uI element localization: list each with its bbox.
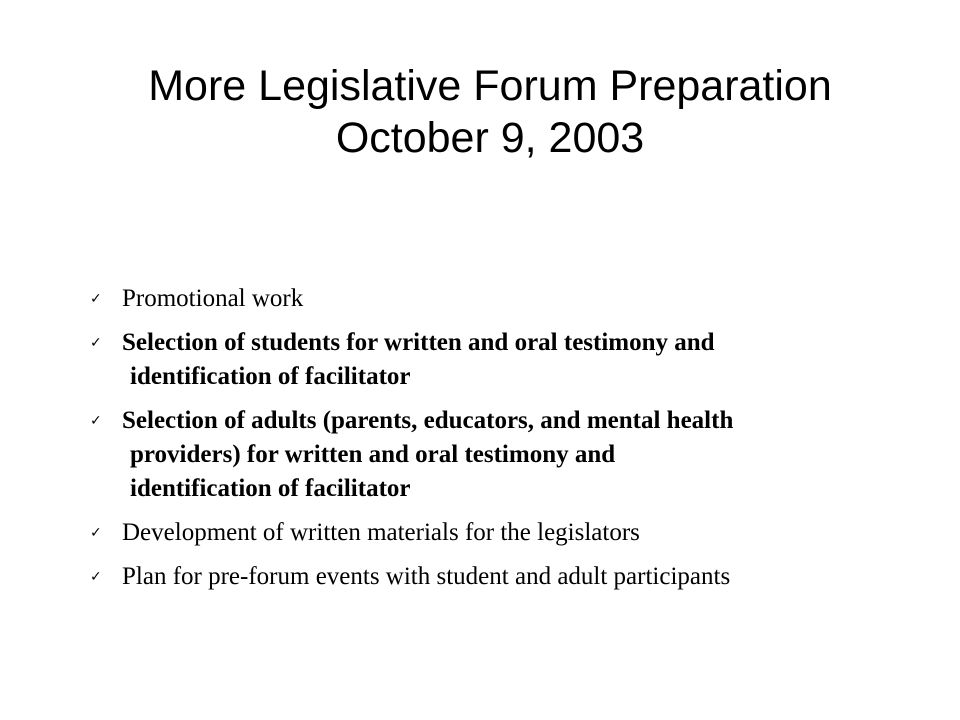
bullet-text: Promotional work	[122, 285, 304, 312]
bullet-text: Plan for pre-forum events with student and adult participants	[122, 563, 731, 590]
checkmark-icon: ✓	[90, 525, 102, 541]
bullet-item-promotional	[90, 282, 930, 316]
bullet-item-events	[90, 560, 930, 594]
checkmark-icon: ✓	[90, 291, 102, 307]
bullet-item-students	[90, 326, 930, 394]
checkmark-icon: ✓	[90, 335, 102, 351]
bullet-text: Development of written materials for the legislators	[122, 519, 640, 546]
checkmark-icon: ✓	[90, 413, 102, 429]
bullet-text: Selection of adults (parents, educators, and mental health providers) for written and oral testimony and identification of facilitator	[122, 407, 734, 502]
slide-title	[60, 60, 920, 164]
bullet-list	[90, 282, 930, 604]
title-date: October 9, 2003	[335, 114, 645, 162]
bullet-item-adults	[90, 404, 930, 506]
bullet-text: Selection of students for written and oral testimony and identification of facilitator	[122, 329, 715, 390]
checkmark-icon: ✓	[90, 569, 102, 585]
title-line: More Legislative Forum Preparation	[148, 62, 832, 110]
bullet-item-materials	[90, 516, 930, 550]
